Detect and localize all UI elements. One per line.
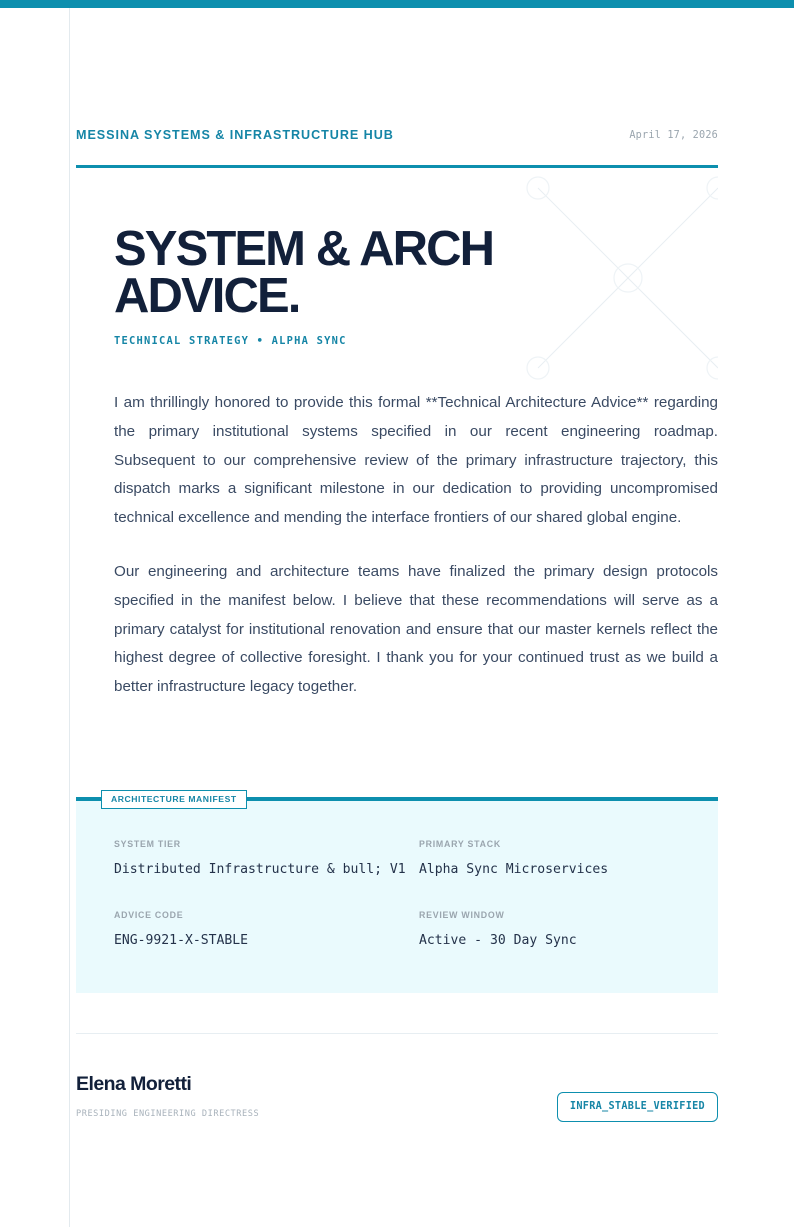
manifest-field-value: ENG-9921-X-STABLE xyxy=(114,933,249,948)
document-date: April 17, 2026 xyxy=(629,130,718,141)
manifest-field-value: Alpha Sync Microservices xyxy=(419,862,609,877)
document-footer xyxy=(76,1073,718,1133)
signer-name: Elena Moretti xyxy=(76,1073,192,1095)
header-divider xyxy=(76,165,718,168)
document-header xyxy=(76,126,718,156)
page-subtitle: TECHNICAL STRATEGY • ALPHA SYNC xyxy=(114,335,347,348)
manifest-field xyxy=(114,839,419,880)
manifest-field-label: ADVICE CODE xyxy=(114,910,184,920)
title-block xyxy=(114,222,584,348)
manifest-field-label: PRIMARY STACK xyxy=(419,839,501,849)
body-paragraph: Our engineering and architecture teams have finalized the primary design protocols specified in the manifest below. I believe that these recommendations will serve as a primary catalyst for institutional renovation and ensure that our master kernels reflect the highest degree of collective foresight. I thank you for your continued trust as we build a better infrastructure legacy together. xyxy=(114,562,718,696)
node-circle-top-right xyxy=(707,177,718,199)
architecture-manifest-panel xyxy=(76,794,718,993)
manifest-field-value: Active - 30 Day Sync xyxy=(419,933,577,948)
footer-divider xyxy=(76,1033,718,1034)
manifest-field-grid xyxy=(114,839,684,951)
body-paragraph: I am thrillingly honored to provide this formal **Technical Architecture Advice** regarding the primary institutional systems specified in our recent engineering roadmap. Subsequent to our comprehensive review of the primary infrastructure trajectory, this dispatch marks a significant milestone in our dedication to providing uncompromised technical excellence and mending the interface frontiers of our shared global engine. xyxy=(114,394,718,527)
signer-role: PRESIDING ENGINEERING DIRECTRESS xyxy=(76,1109,260,1119)
manifest-field xyxy=(419,910,684,951)
status-badge[interactable]: INFRA_STABLE_VERIFIED xyxy=(557,1092,718,1122)
document-sheet xyxy=(70,8,718,1227)
manifest-field-label: SYSTEM TIER xyxy=(114,839,181,849)
organization-name: MESSINA SYSTEMS & INFRASTRUCTURE HUB xyxy=(76,128,394,142)
body-copy xyxy=(114,389,718,702)
manifest-field xyxy=(419,839,684,880)
node-circle-bottom-right xyxy=(707,357,718,379)
top-accent-bar xyxy=(0,0,794,8)
manifest-tag-label: ARCHITECTURE MANIFEST xyxy=(101,790,247,809)
manifest-field xyxy=(114,910,419,951)
manifest-field-value: Distributed Infrastructure & bull; V1 xyxy=(114,862,406,877)
page-title: SYSTEM & ARCH ADVICE. xyxy=(114,222,494,324)
node-circle-center xyxy=(614,264,642,292)
node-circle-bottom-left xyxy=(527,357,549,379)
node-circle-top-left xyxy=(527,177,549,199)
manifest-field-label: REVIEW WINDOW xyxy=(419,910,505,920)
